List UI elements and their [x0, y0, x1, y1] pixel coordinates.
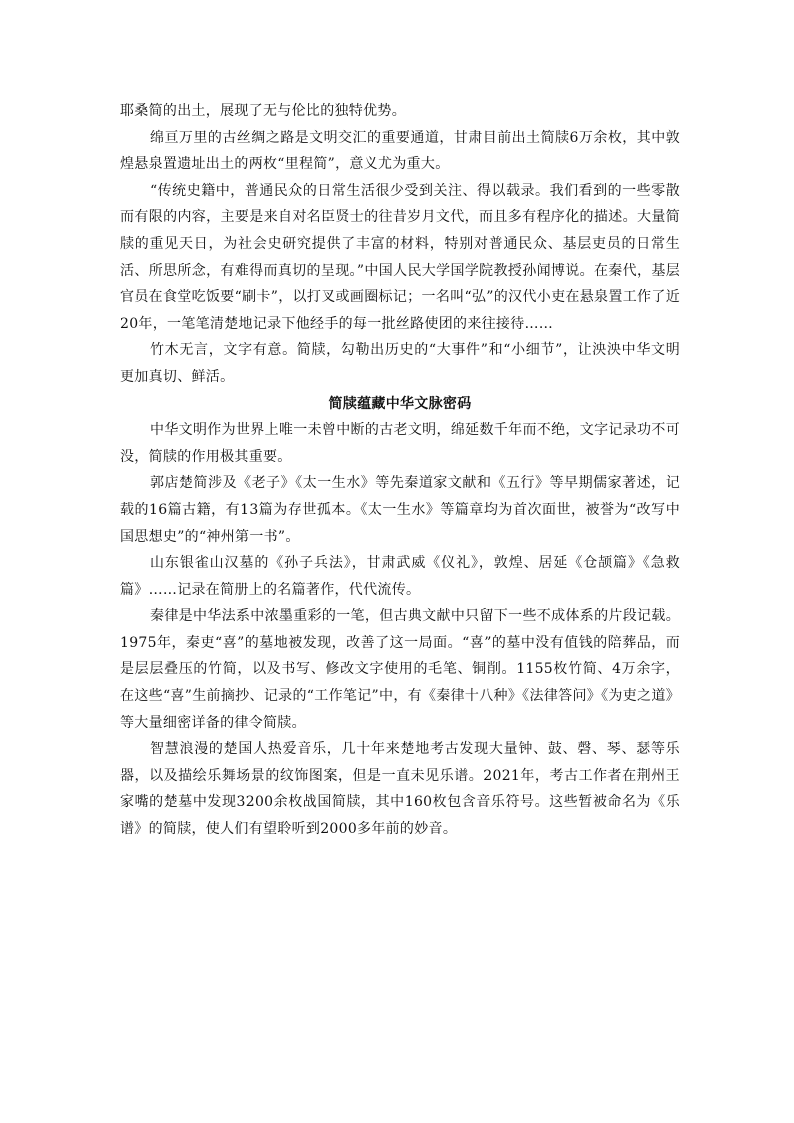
paragraph-qin-law: 秦律是中华法系中浓墨重彩的一笔，但古典文献中只留下一些不成体系的片段记载。1975年，秦吏“喜”的墓地被发现，改善了这一局面。“喜”的墓中没有值钱的陪葬品，而是层层叠压的竹简，以及书写、修改文字使用的毛笔、铜削。1155枚竹简、4万余字，在这些“喜”生前摘抄、记录的“工作笔记”中，有《秦律十八种》《法律答问》《为吏之道》等大量细密详备的律令简牍。 [120, 608, 680, 731]
paragraph-chu-music: 智慧浪漫的楚国人热爱音乐，几十年来楚地考古发现大量钟、鼓、磬、琴、瑟等乐器，以及描绘乐舞场景的纹饰图案，但是一直未见乐谱。2021年，考古工作者在荆州王家嘴的楚墓中发现3200余枚战国简牍，其中160枚包含音乐符号。这些暂被命名为《乐谱》的简牍，使人们有望聆听到2000多年前的妙音。 [120, 741, 680, 838]
paragraph-daily-life-quote: “传统史籍中，普通民众的日常生活很少受到关注、得以载录。我们看到的一些零散而有限的内容，主要是来自对名臣贤士的往昔岁月文代，而且多有程序化的描述。大量简牍的重见天日，为社会史研究提供了丰富的材料，特别对普通民众、基层吏员的日常生活、所思所念，有难得而真切的呈现。”中国人民大学国学院教授孙闻博说。在秦代，基层官员在食堂吃饭要“刷卡”，以打叉或画圈标记；一名叫“弘”的汉代小吏在悬泉置工作了近20年，一笔笔清楚地记录下他经手的每一批丝路使团的来往接待…… [120, 182, 680, 332]
paragraph-continuation: 耶桑简的出土，展现了无与伦比的独特优势。 [120, 103, 406, 119]
paragraph-guodian: 郭店楚简涉及《老子》《太一生水》等先秦道家文献和《五行》等早期儒家著述，记载的16篇古籍，有13篇为存世孤本。《太一生水》等篇章均为首次面世，被誉为“改写中国思想史”的“神州第一书”。 [120, 475, 680, 545]
paragraph-civilization: 中华文明作为世界上唯一未曾中断的古老文明，绵延数千年而不绝，文字记录功不可没，简牍的作用极其重要。 [120, 422, 680, 465]
section-heading: 简牍蕴藏中华文脉密码 [328, 395, 472, 412]
paragraph-bamboo-silent: 竹木无言，文字有意。简牍，勾勒出历史的“大事件”和“小细节”，让泱泱中华文明更加真切、鲜活。 [120, 342, 680, 385]
paragraph-silk-road: 绵亘万里的古丝绸之路是文明交汇的重要通道，甘肃目前出土简牍6万余枚，其中敦煌悬泉置遗址出土的两枚“里程简”，意义尤为重大。 [120, 129, 680, 173]
paragraph-classics: 山东银雀山汉墓的《孙子兵法》，甘肃武威《仪礼》，敦煌、居延《仓颉篇》《急救篇》……记录在简册上的名篇著作，代代流传。 [120, 555, 680, 598]
article-body [120, 98, 680, 843]
